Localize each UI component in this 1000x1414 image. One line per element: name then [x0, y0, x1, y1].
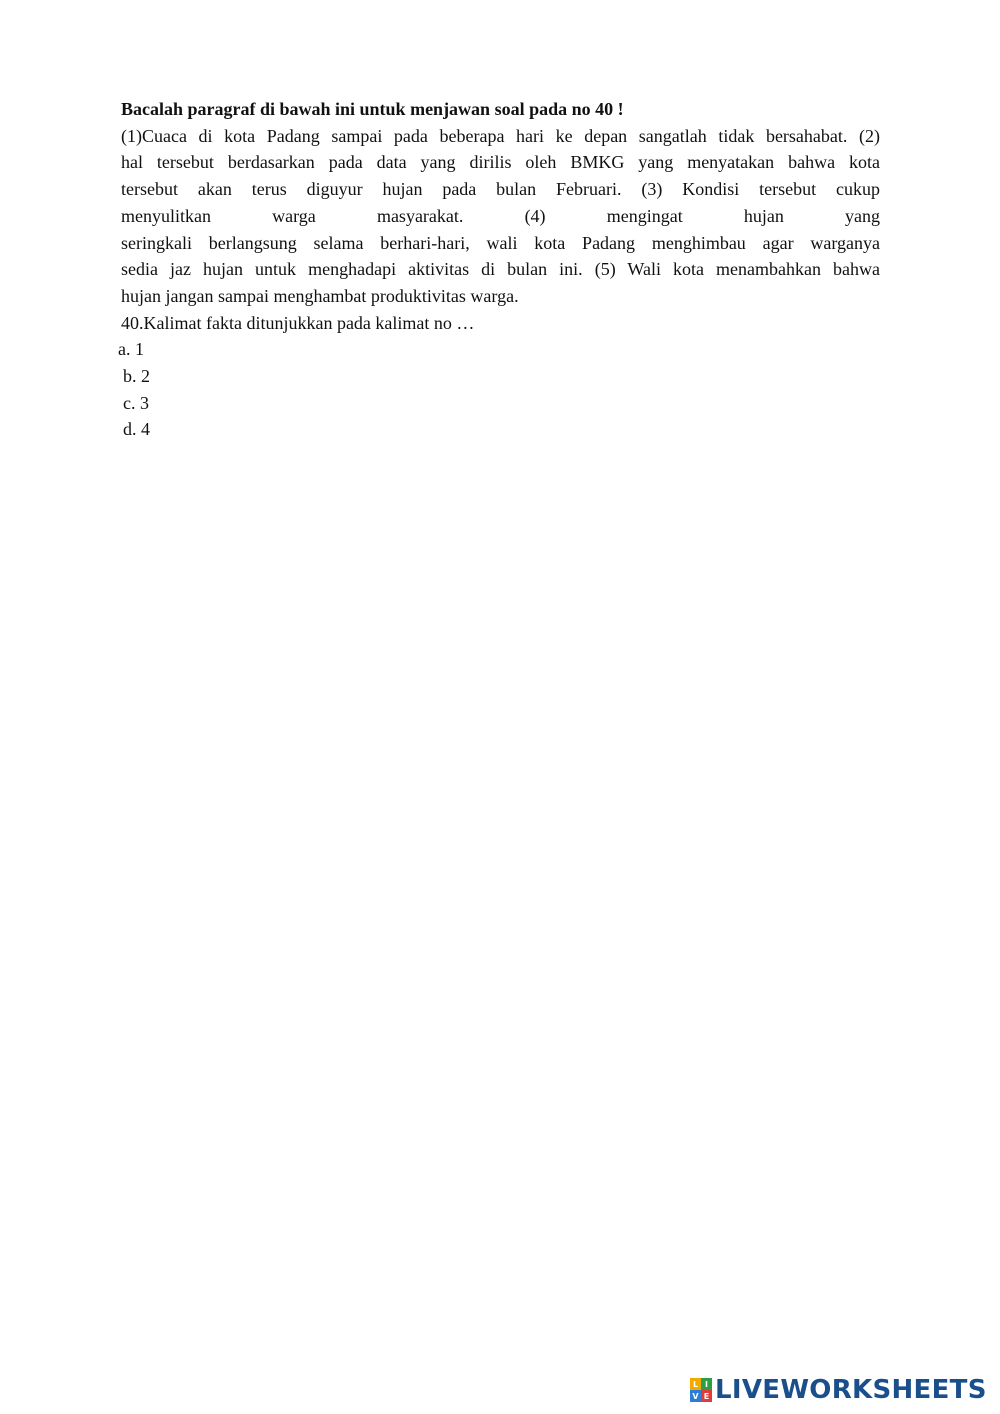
paragraph-line: seringkali berlangsung selama berhari-hari, wali kota Padang menghimbau agar warganya: [121, 232, 880, 253]
paragraph-line: tersebut akan terus diguyur hujan pada bulan Februari. (3) Kondisi tersebut cukup: [121, 179, 880, 200]
question-40: 40.Kalimat fakta ditunjukkan pada kalimat no …: [121, 312, 475, 333]
logo-mark-cell: I: [701, 1378, 712, 1390]
logo-mark-cell: V: [690, 1390, 701, 1402]
liveworksheets-logo: [690, 1372, 987, 1408]
paragraph-line: hujan jangan sampai menghambat produktivitas warga.: [121, 285, 519, 306]
logo-text: LIVEWORKSHEETS: [715, 1375, 987, 1405]
instruction-heading: Bacalah paragraf di bawah ini untuk menjawan soal pada no 40 !: [121, 99, 624, 119]
answer-option-c[interactable]: c. 3: [123, 392, 149, 413]
answer-option-b[interactable]: b. 2: [123, 366, 150, 387]
worksheet-content: [118, 96, 880, 443]
liveworksheets-logo-icon: [690, 1378, 712, 1402]
logo-mark-cell: E: [701, 1390, 712, 1402]
paragraph-line: sedia jaz hujan untuk menghadapi aktivitas di bulan ini. (5) Wali kota menambahkan bahwa: [121, 259, 880, 280]
paragraph-line: menyulitkan warga masyarakat. (4) mengingat hujan yang: [121, 205, 880, 226]
answer-option-a[interactable]: a. 1: [118, 339, 144, 360]
paragraph-line: (1)Cuaca di kota Padang sampai pada beberapa hari ke depan sangatlah tidak bersahabat. (2): [121, 125, 880, 146]
logo-mark-cell: L: [690, 1378, 701, 1390]
reading-paragraph: [121, 123, 880, 310]
paragraph-line: hal tersebut berdasarkan pada data yang dirilis oleh BMKG yang menyatakan bahwa kota: [121, 152, 880, 173]
answer-option-d[interactable]: d. 4: [123, 419, 150, 440]
answer-options: [118, 336, 880, 443]
